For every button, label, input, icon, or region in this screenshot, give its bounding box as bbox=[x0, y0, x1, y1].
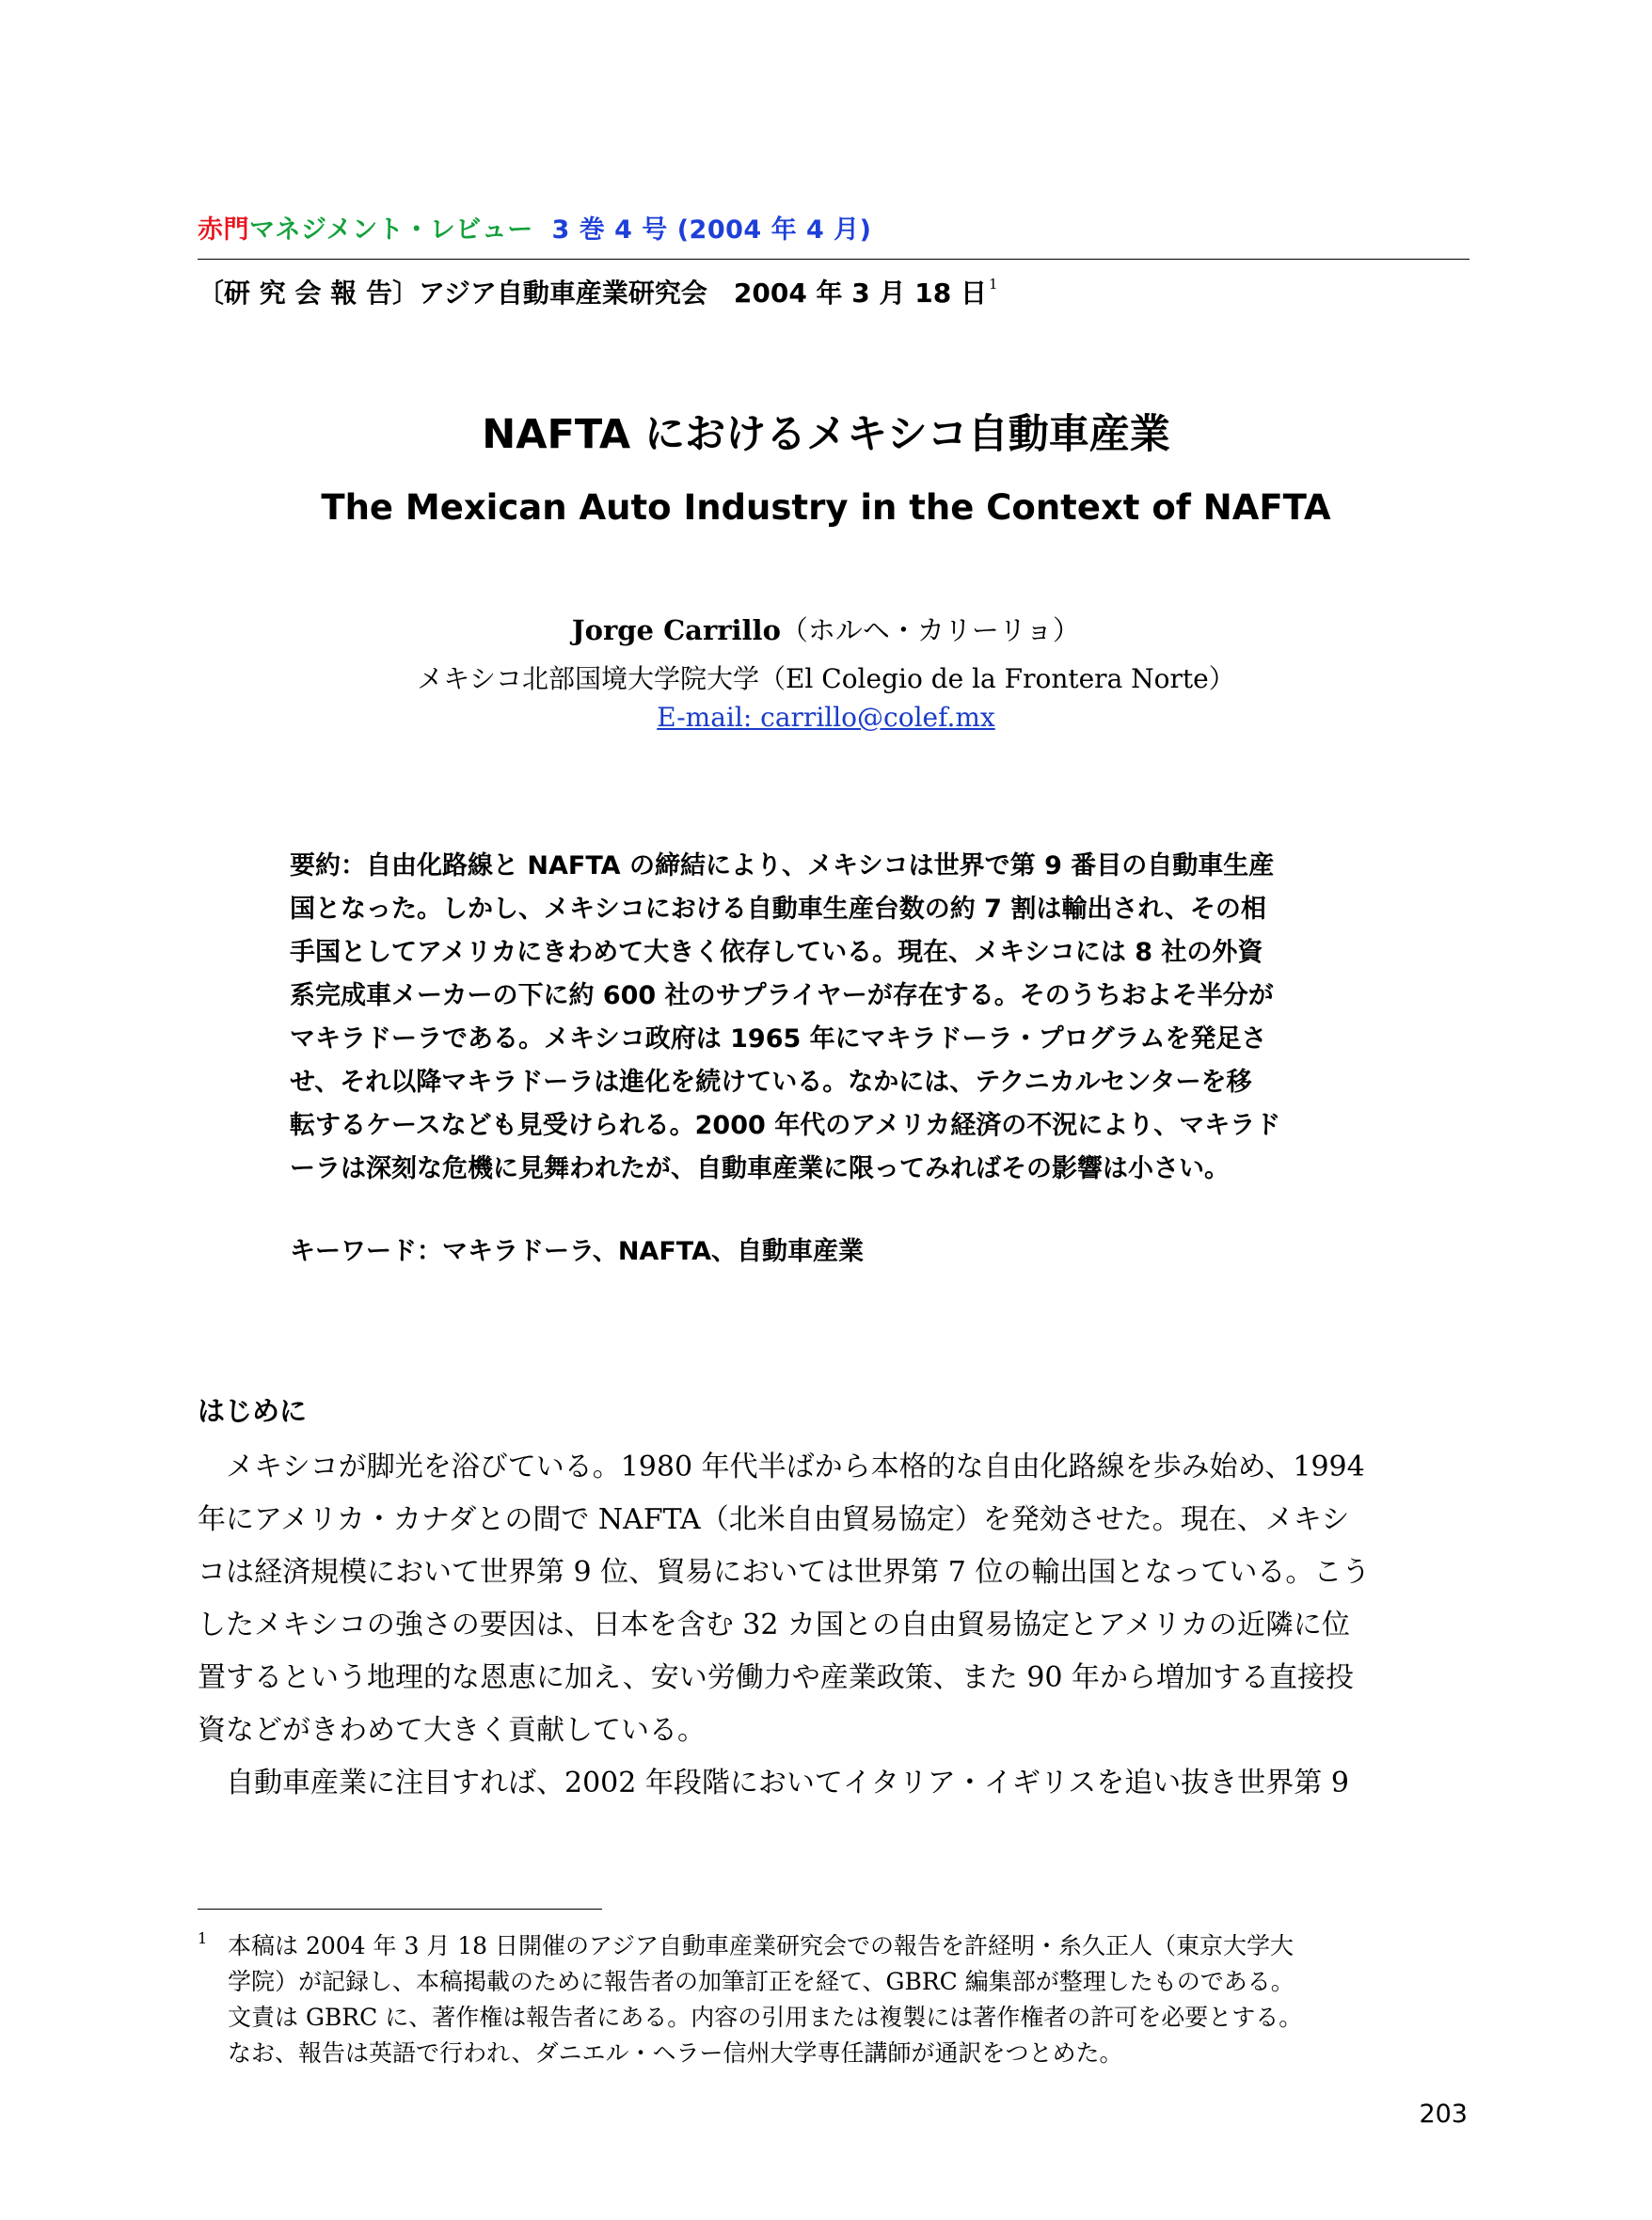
abstract-line: 転するケースなども見受けられる。2000 年代のアメリカ経済の不況により、マキラド bbox=[290, 1111, 1281, 1140]
report-label: 〔研 究 会 報 告〕アジア自動車産業研究会 2004 年 3 月 18 日 bbox=[198, 278, 987, 309]
author-affiliation: メキシコ北部国境大学院大学（El Colegio de la Frontera Norte） bbox=[417, 663, 1235, 694]
footnote-mark: 1 bbox=[198, 1929, 208, 1947]
footnote-line: 本稿は 2004 年 3 月 18 日開催のアジア自動車産業研究会での報告を許経明・糸久正人（東京大学大 bbox=[228, 1932, 1295, 1959]
report-line bbox=[198, 273, 998, 310]
abstract-line: ーラは深刻な危機に見舞われたが、自動車産業に限ってみればその影響は小さい。 bbox=[290, 1154, 1230, 1183]
footnote-rule bbox=[198, 1909, 602, 1910]
title-japanese: NAFTA におけるメキシコ自動車産業 bbox=[482, 411, 1170, 458]
body-line: メキシコが脚光を浴びている。1980 年代半ばから本格的な自由化路線を歩み始め、1994 bbox=[198, 1451, 1365, 1483]
abstract-line: マキラドーラである。メキシコ政府は 1965 年にマキラドーラ・プログラムを発足さ bbox=[290, 1024, 1267, 1054]
footnote-line: 文責は GBRC に、著作権は報告者にある。内容の引用または複製には著作権者の許可を必要とする。 bbox=[228, 2004, 1303, 2031]
section-heading-introduction: はじめに bbox=[198, 1395, 308, 1427]
abstract-line: 系完成車メーカーの下に約 600 社のサプライヤーが存在する。そのうちおよそ半分が bbox=[290, 981, 1274, 1010]
journal-issue: 3 巻 4 号 (2004 年 4 月) bbox=[551, 215, 872, 245]
abstract-line: 要約：自由化路線と NAFTA の締結により、メキシコは世界で第 9 番目の自動車生産 bbox=[290, 851, 1275, 880]
footnote-line: 学院）が記録し、本稿掲載のために報告者の加筆訂正を経て、GBRC 編集部が整理したものである。 bbox=[228, 1968, 1295, 1995]
title-english: The Mexican Auto Industry in the Context of NAFTA bbox=[321, 487, 1331, 528]
abstract-line: 手国としてアメリカにきわめて大きく依存している。現在、メキシコには 8 社の外資 bbox=[290, 938, 1263, 967]
author-email-line bbox=[0, 702, 1652, 733]
body-line: したメキシコの強さの要因は、日本を含む 32 カ国との自由貿易協定とアメリカの近隣に位 bbox=[198, 1609, 1350, 1641]
abstract bbox=[290, 845, 1372, 1191]
author-line bbox=[0, 610, 1652, 648]
body-line: 年にアメリカ・カナダとの間で NAFTA（北米自由貿易協定）を発効させた。現在、メキシ bbox=[198, 1503, 1350, 1536]
introduction-body bbox=[198, 1441, 1468, 1810]
journal-name: マネジメント・レビュー bbox=[249, 215, 533, 245]
footnote-ref[interactable]: 1 bbox=[989, 276, 998, 293]
footnote-line: なお、報告は英語で行われ、ダニエル・ヘラー信州大学専任講師が通訳をつとめた。 bbox=[228, 2039, 1123, 2067]
footnote bbox=[198, 1928, 1477, 2071]
body-line: 資などがきわめて大きく貢献している。 bbox=[198, 1714, 706, 1747]
header-rule bbox=[198, 259, 1469, 260]
journal-header bbox=[198, 209, 872, 246]
abstract-line: 国となった。しかし、メキシコにおける自動車生産台数の約 7 割は輸出され、その相 bbox=[290, 895, 1266, 924]
body-line: 自動車産業に注目すれば、2002 年段階においてイタリア・イギリスを追い抜き世界第 9 bbox=[198, 1767, 1349, 1800]
page-number: 203 bbox=[1419, 2100, 1468, 2129]
author-email-link[interactable]: E-mail: carrillo@colef.mx bbox=[657, 702, 995, 733]
keywords: キーワード：マキラドーラ、NAFTA、自動車産業 bbox=[290, 1237, 864, 1266]
body-line: 置するという地理的な恩恵に加え、安い労働力や産業政策、また 90 年から増加する直接投 bbox=[198, 1661, 1355, 1694]
author-name: Jorge Carrillo bbox=[571, 614, 781, 646]
author-name-kana: （ホルヘ・カリーリョ） bbox=[780, 614, 1081, 646]
journal-akamon: 赤門 bbox=[198, 215, 249, 245]
abstract-line: せ、それ以降マキラドーラは進化を続けている。なかには、テクニカルセンターを移 bbox=[290, 1068, 1252, 1097]
body-line: コは経済規模において世界第 9 位、貿易においては世界第 7 位の輸出国となっている。こう bbox=[198, 1556, 1371, 1589]
